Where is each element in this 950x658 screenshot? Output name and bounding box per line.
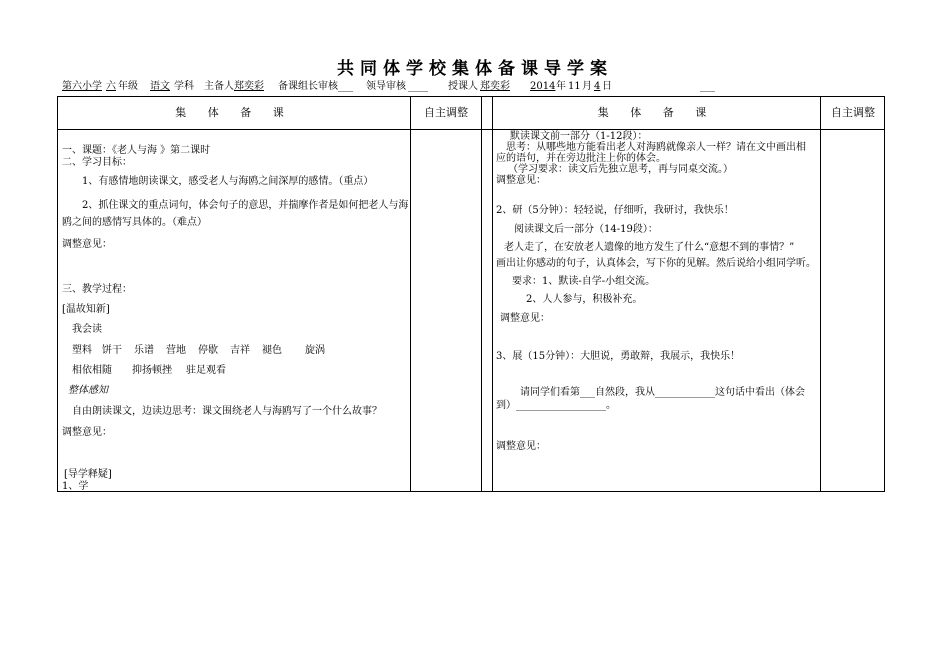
- date-year-suffix: 年: [556, 81, 566, 92]
- process-heading: 三、教学过程：: [62, 284, 132, 295]
- teacher-label: 授课人: [448, 81, 478, 92]
- question-line-1: 老人走了，在安放老人遗像的地方发生了什么“意想不到的事情？”: [504, 242, 795, 253]
- school-name: 第六小学: [62, 81, 102, 92]
- research-step: 2、研（5分钟）：轻轻说，仔细听，我研讨，我快乐！: [496, 205, 734, 216]
- read-latter-part: 阅读课文后一部分（14-19段）：: [514, 224, 658, 235]
- word: 乐谱: [134, 345, 154, 356]
- guide-item: 1、学: [62, 481, 89, 492]
- subject-value: 语文: [150, 81, 170, 92]
- col-divider-4: [820, 97, 821, 491]
- leader-review-label: 领导审核: [366, 81, 406, 92]
- word: 相依相随: [72, 365, 112, 376]
- adjust-note-r1: 调整意见：: [496, 175, 546, 186]
- question-line-2: 画出让你感动的句子，认真体会，写下你的见解。然后说给小组同学听。: [496, 258, 816, 269]
- date-year: 2014: [530, 81, 556, 92]
- header-self-right: 自主调整: [831, 106, 875, 119]
- goal-2-line-2: 鸥之间的感情写具体的。（难点）: [62, 217, 207, 228]
- meta-line: [62, 80, 892, 94]
- page-title: 共同体学校集体备课导学案: [337, 59, 613, 79]
- adjust-note-r2: 调整意见：: [500, 313, 550, 324]
- word: 饼干: [102, 345, 122, 356]
- review-heading: [温故知新]: [62, 304, 110, 315]
- grade-suffix: 年级: [118, 81, 138, 92]
- lesson-title: 一、课题：《老人与海 》第二课时: [62, 145, 211, 156]
- right-content: [496, 130, 818, 490]
- col-divider-2: [481, 97, 482, 491]
- leader-review-value: ____: [408, 81, 428, 92]
- adjust-note-r3: 调整意见：: [496, 441, 546, 452]
- overall-heading: 整体感知: [68, 385, 108, 396]
- lesson-table: [57, 96, 885, 492]
- grade-value: 六: [106, 81, 116, 92]
- word: 褪色: [262, 345, 282, 356]
- col-divider-3: [492, 97, 493, 491]
- date-day-suffix: 日: [602, 81, 612, 92]
- header-self-left: 自主调整: [424, 106, 468, 119]
- word: 营地: [166, 345, 186, 356]
- study-requirement: （学习要求：读文后先独立思考，再与同桌交流。）: [508, 164, 733, 175]
- goal-2-line-1: 2、抓住课文的重点词句，体会句子的意思，并揣摩作者是如何把老人与海: [82, 200, 409, 211]
- think-line-1: 思考：从哪些地方能看出老人对海鸥就像亲人一样？请在文中画出相: [506, 142, 806, 153]
- word: 旋涡: [305, 345, 325, 356]
- word: 抑扬顿挫: [132, 365, 172, 376]
- subject-suffix: 学科: [174, 81, 194, 92]
- silent-read-first: 默读课文前一部分（1-12段）：: [510, 131, 648, 142]
- date-month-suffix: 月: [582, 81, 592, 92]
- i-can-read: 我会读: [72, 324, 102, 335]
- requirement-2: 2、人人参与，积极补充。: [526, 294, 643, 305]
- group-review-label: 备课组长审核: [278, 81, 338, 92]
- word: 停歇: [198, 345, 218, 356]
- word: 吉祥: [230, 345, 250, 356]
- date-day: 4: [594, 81, 601, 92]
- meta-trailing-blank: ___: [700, 81, 715, 92]
- header-collective-left: 集 体 备 课: [175, 106, 293, 119]
- adjust-note-1: 调整意见：: [62, 239, 112, 250]
- teacher-name: 郑奕彩: [480, 81, 510, 92]
- overall-task: 自由朗读课文，边读边思考：课文围绕老人与海鸥写了一个什么故事？: [72, 406, 382, 417]
- fill-blank-line-1: 请同学们看第___自然段，我从____________这句话中看出（体会: [520, 387, 805, 398]
- left-content: [62, 130, 408, 490]
- header-collective-right: 集 体 备 课: [597, 106, 716, 119]
- guide-heading: [导学释疑]: [64, 469, 112, 480]
- goal-1: 1、有感情地朗读课文，感受老人与海鸥之间深厚的感情。（重点）: [82, 176, 374, 187]
- show-step: 3、展（15分钟）：大胆说，勇敢辩，我展示，我快乐！: [496, 351, 741, 362]
- preparer-label: 主备人: [204, 81, 234, 92]
- col-divider-1: [410, 97, 411, 491]
- fill-blank-line-2: 到）__________________。: [496, 400, 616, 411]
- preparer-name: 郑奕彩: [234, 81, 264, 92]
- word: 驻足观看: [186, 365, 226, 376]
- think-line-2: 应的语句，并在旁边批注上你的体会。: [496, 153, 666, 164]
- requirement-1: 要求：1、默读-自学-小组交流。: [512, 276, 656, 287]
- group-review-value: ___: [338, 81, 353, 92]
- word: 塑料: [72, 345, 92, 356]
- adjust-note-2: 调整意见：: [62, 427, 112, 438]
- date-month: 11: [568, 81, 581, 92]
- goals-heading: 二、学习目标：: [62, 157, 132, 168]
